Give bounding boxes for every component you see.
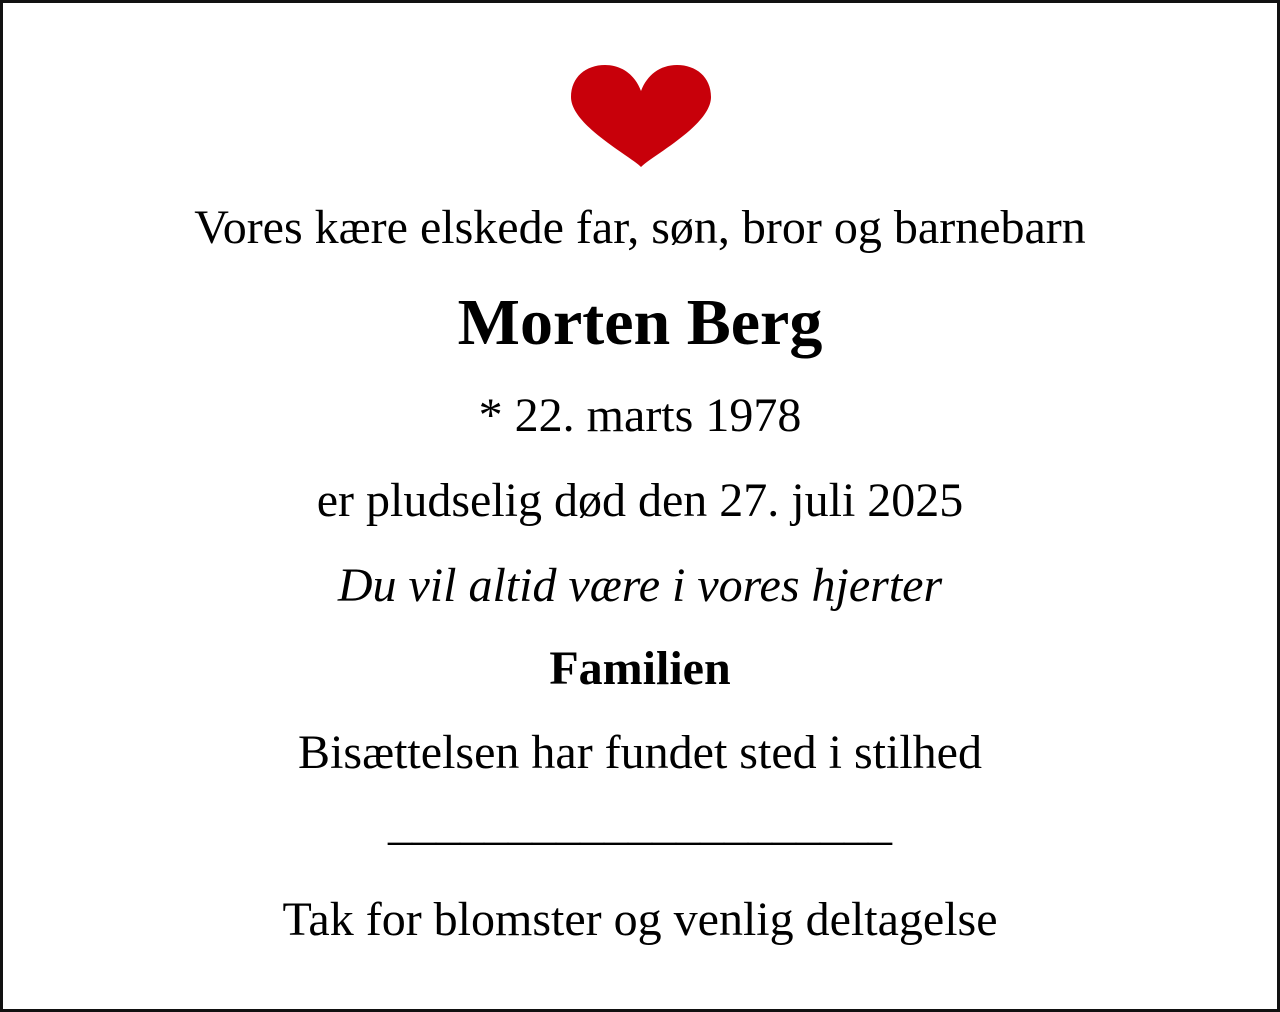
death-date: er pludselig død den 27. juli 2025 (316, 474, 964, 527)
birth-date: * 22. marts 1978 (478, 389, 802, 442)
signature: Familien (549, 642, 731, 695)
intro-text: Vores kære elskede far, søn, bror og barnebarn (194, 201, 1086, 254)
heart-icon (569, 63, 713, 169)
funeral-text: Bisættelsen har fundet sted i stilhed (298, 726, 982, 779)
deceased-name: Morten Berg (457, 286, 823, 359)
quote-text: Du vil altid være i vores hjerter (337, 559, 943, 612)
thanks-text: Tak for blomster og venlig deltagelse (282, 893, 998, 946)
divider: _____________________ (388, 797, 892, 850)
